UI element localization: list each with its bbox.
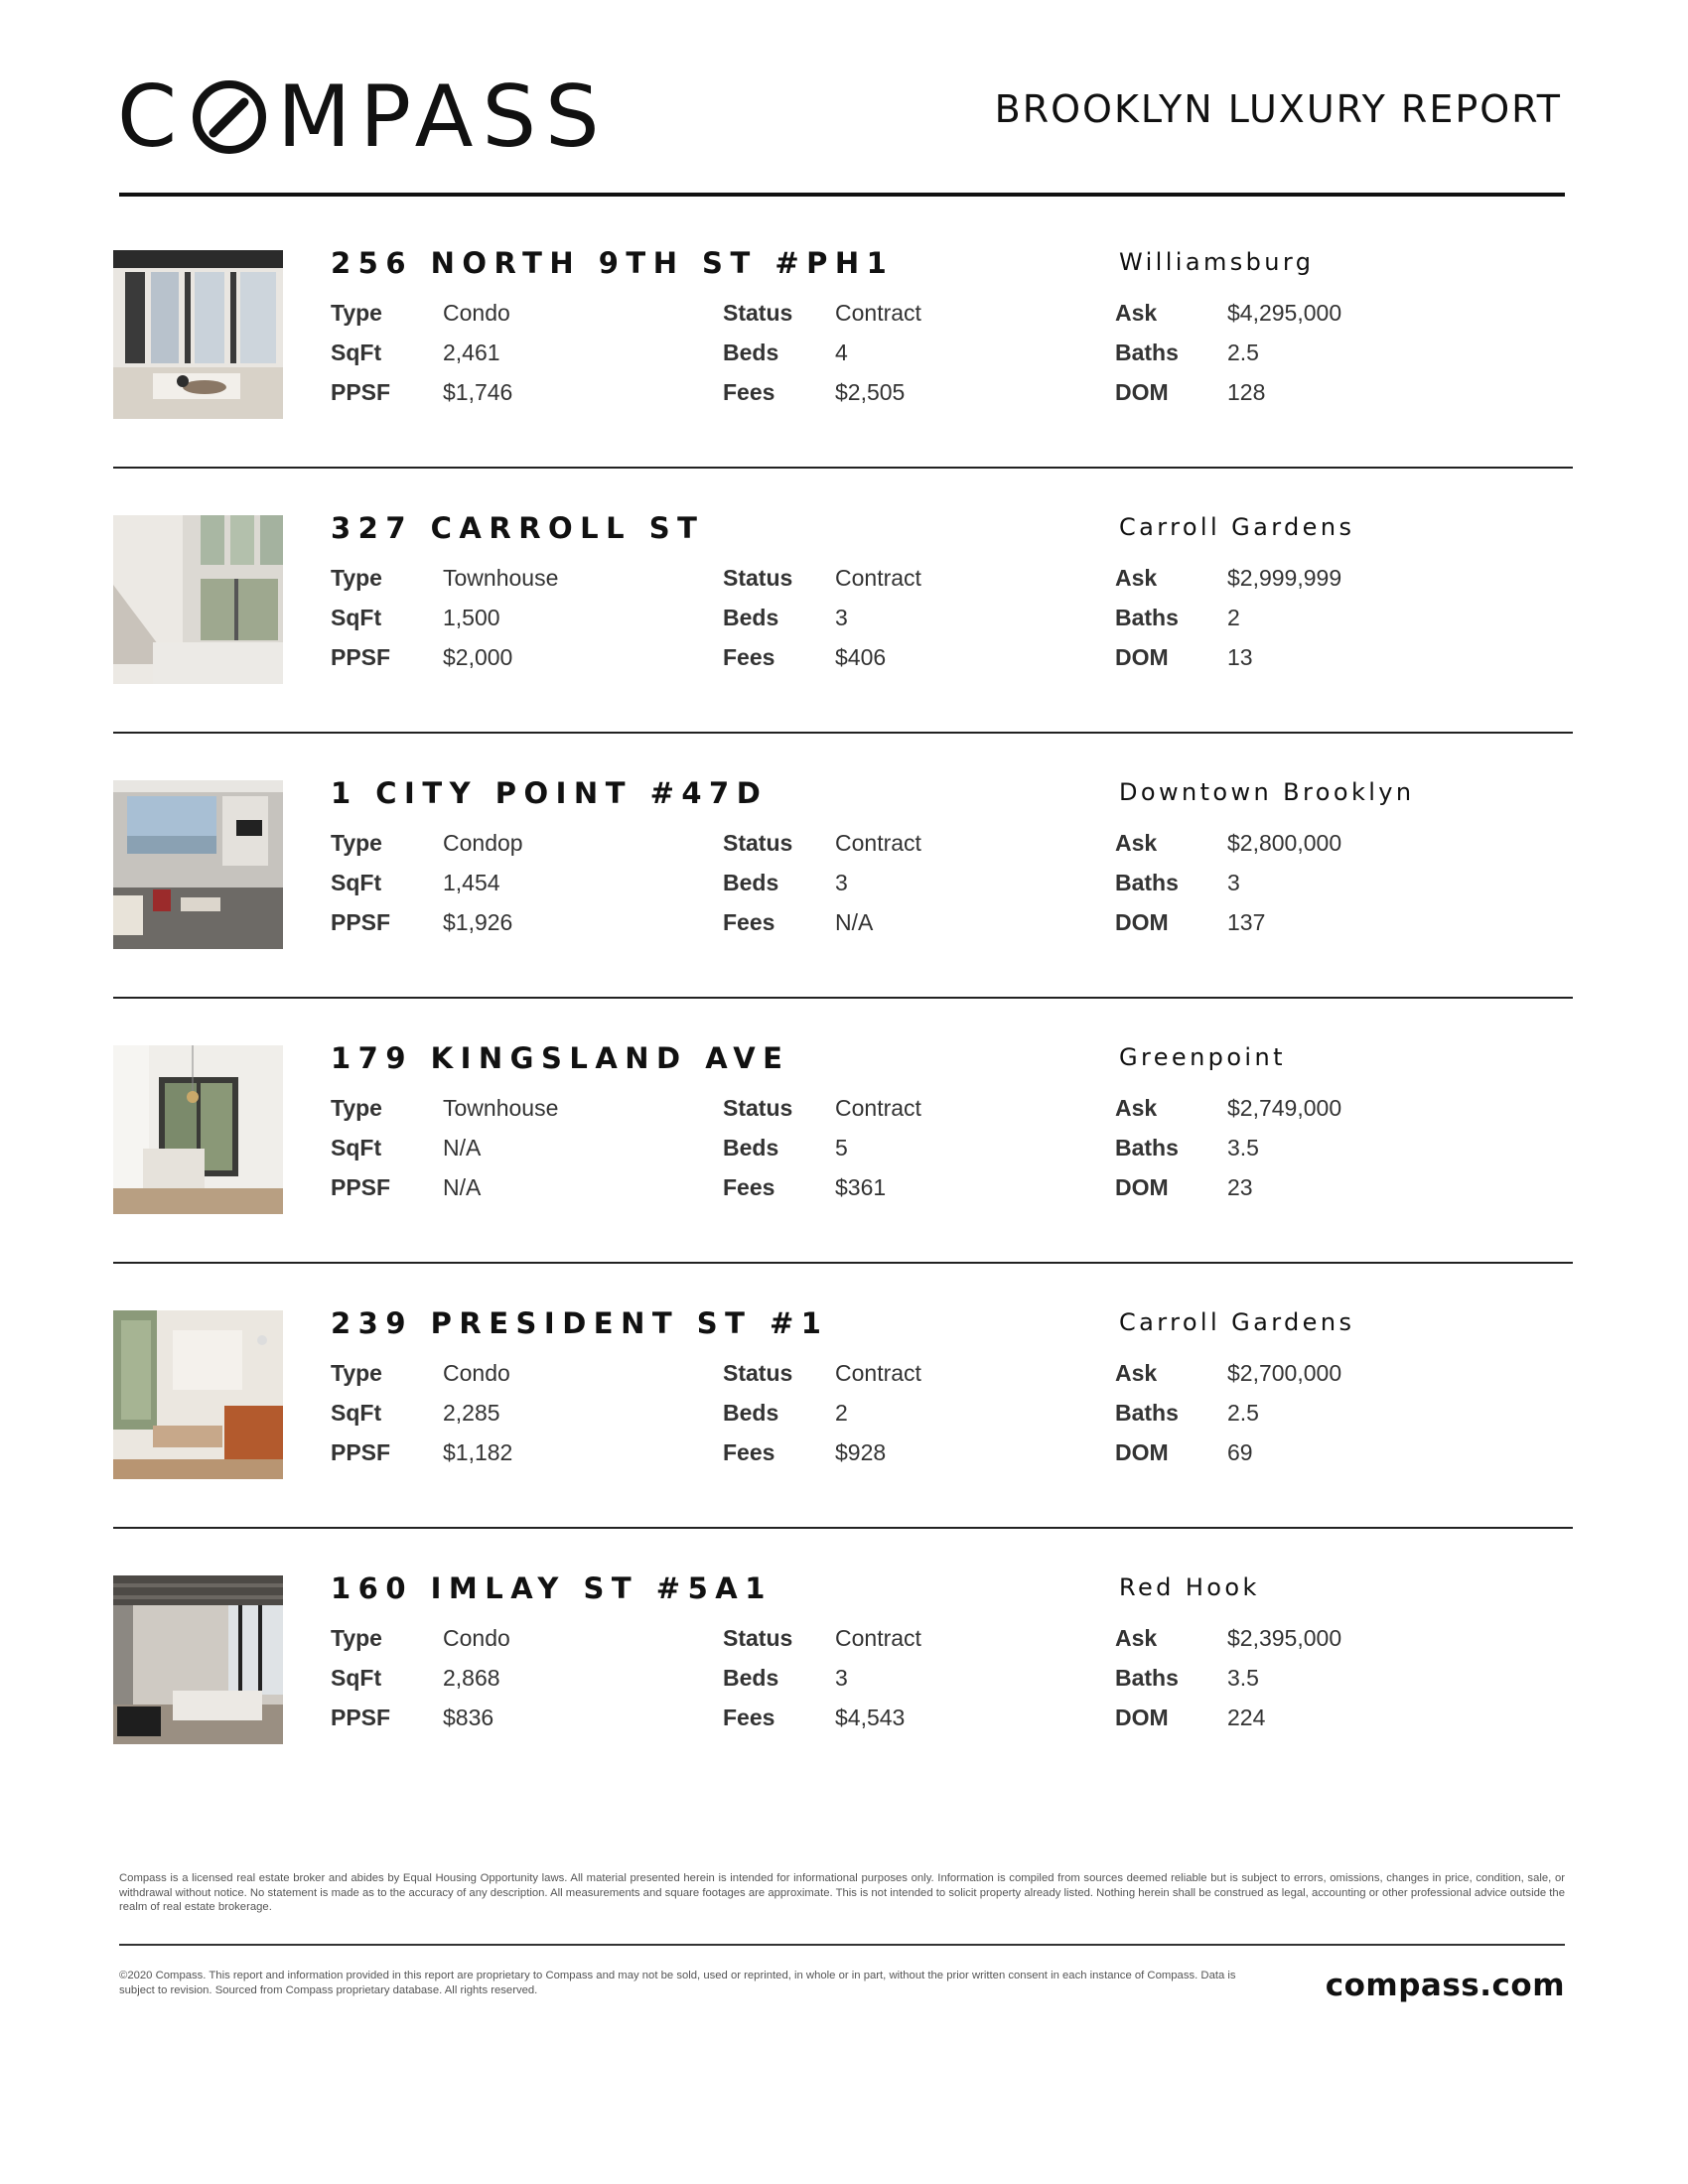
listing-sqft-value: 2,285 <box>443 1400 500 1426</box>
listing-sqft-label: SqFt <box>331 605 382 630</box>
listing-sqft-value: 1,454 <box>443 870 500 895</box>
listing-dom-label: DOM <box>1115 909 1169 935</box>
listing-ask-label: Ask <box>1115 1095 1158 1121</box>
listing-dom-value: 137 <box>1227 909 1266 935</box>
listing-baths-label: Baths <box>1115 870 1179 895</box>
listing-ask-label: Ask <box>1115 830 1158 856</box>
townhouse-interior-photo <box>113 515 283 684</box>
listing-dom-value: 224 <box>1227 1705 1266 1730</box>
listing-sqft-value: 2,868 <box>443 1665 500 1691</box>
listing-status-value: Contract <box>835 1095 921 1121</box>
listing-sqft-label: SqFt <box>331 340 382 365</box>
listing-row <box>113 246 1573 480</box>
listing-divider <box>113 1262 1573 1264</box>
listing-fees-value: $406 <box>835 644 887 670</box>
listing-ask-value: $2,749,000 <box>1227 1095 1342 1121</box>
highrise-living-room-photo <box>113 780 283 949</box>
listing-neighborhood: Williamsburg <box>1119 248 1315 276</box>
copyright-text: ©2020 Compass. This report and information provided in this report are proprietary to Compass and may not be sold, used or reprinted, in whole or in part, without the prior written consent in each instance of Compass. Data is subject to revision. Sourced from Compass proprietary database. All rights reserved. <box>119 1970 1236 1996</box>
listing-address: 256 NORTH 9TH ST #PH1 <box>331 246 895 280</box>
logo-letters-mpass: MPASS <box>277 68 609 167</box>
listing-row <box>113 511 1573 746</box>
listing-beds-value: 4 <box>835 340 848 365</box>
listing-sqft-label: SqFt <box>331 1665 382 1691</box>
listing-address: 239 PRESIDENT ST #1 <box>331 1306 829 1340</box>
listing-fees-label: Fees <box>723 1705 775 1730</box>
disclaimer-text: Compass is a licensed real estate broker and abides by Equal Housing Opportunity laws. All material presented herein is intended for informational purposes only. Information is compiled from sources deemed reliable but is subject to errors, omissions, changes in price, condition, sale, or withdrawal without notice. No statement is made as to the accuracy of any description. All measurements and square footages are approximate. This is not intended to solicit property already listed. Nothing herein shall be construed as legal, accounting or other professional advice outside the realm of real estate brokerage. <box>119 1872 1565 1913</box>
page-header <box>0 0 1688 199</box>
listing-fees-label: Fees <box>723 1174 775 1200</box>
listing-ask-value: $2,999,999 <box>1227 565 1342 591</box>
listing-type-value: Condo <box>443 300 510 326</box>
listing-row <box>113 1041 1573 1276</box>
listing-dom-value: 69 <box>1227 1439 1253 1465</box>
listing-status-value: Contract <box>835 1360 921 1386</box>
listing-row <box>113 1571 1573 1806</box>
listing-fees-value: $4,543 <box>835 1705 906 1730</box>
listing-fees-value: $361 <box>835 1174 887 1200</box>
listing-beds-value: 5 <box>835 1135 848 1160</box>
listing-ppsf-label: PPSF <box>331 379 391 405</box>
listing-type-label: Type <box>331 300 382 326</box>
listing-divider <box>113 1527 1573 1529</box>
listing-sqft-value: 2,461 <box>443 340 500 365</box>
listing-ask-value: $2,800,000 <box>1227 830 1342 856</box>
listing-beds-value: 3 <box>835 1665 848 1691</box>
listing-ppsf-value: $1,926 <box>443 909 513 935</box>
listing-fees-value: $928 <box>835 1439 887 1465</box>
listing-baths-value: 2.5 <box>1227 1400 1259 1426</box>
listing-ppsf-label: PPSF <box>331 1174 391 1200</box>
listing-sqft-value: 1,500 <box>443 605 500 630</box>
listing-status-label: Status <box>723 1095 793 1121</box>
listing-address: 327 CARROLL ST <box>331 511 705 545</box>
listing-status-value: Contract <box>835 1625 921 1651</box>
listing-baths-label: Baths <box>1115 1400 1179 1426</box>
listing-baths-label: Baths <box>1115 340 1179 365</box>
listing-beds-label: Beds <box>723 870 779 895</box>
logo-letter-c: C <box>117 68 187 167</box>
listing-fees-label: Fees <box>723 379 775 405</box>
listing-fees-label: Fees <box>723 1439 775 1465</box>
listing-status-value: Contract <box>835 300 921 326</box>
listing-fees-value: N/A <box>835 909 874 935</box>
listing-beds-label: Beds <box>723 1135 779 1160</box>
listing-beds-label: Beds <box>723 1665 779 1691</box>
listing-status-value: Contract <box>835 565 921 591</box>
listing-ask-label: Ask <box>1115 1625 1158 1651</box>
listing-fees-label: Fees <box>723 644 775 670</box>
listing-type-label: Type <box>331 830 382 856</box>
listing-ppsf-label: PPSF <box>331 1705 391 1730</box>
listing-dom-label: DOM <box>1115 644 1169 670</box>
listing-ask-value: $4,295,000 <box>1227 300 1342 326</box>
listing-neighborhood: Greenpoint <box>1119 1043 1286 1071</box>
listing-dom-value: 23 <box>1227 1174 1253 1200</box>
listing-neighborhood: Carroll Gardens <box>1119 1308 1355 1336</box>
footer-divider <box>119 1944 1565 1946</box>
listing-beds-label: Beds <box>723 340 779 365</box>
listing-type-label: Type <box>331 565 382 591</box>
listing-address: 179 KINGSLAND AVE <box>331 1041 790 1075</box>
listing-ppsf-value: $1,746 <box>443 379 513 405</box>
listing-divider <box>113 467 1573 469</box>
listing-ask-label: Ask <box>1115 565 1158 591</box>
listing-status-label: Status <box>723 830 793 856</box>
listing-dom-label: DOM <box>1115 1705 1169 1730</box>
header-divider <box>119 193 1565 197</box>
listing-type-value: Townhouse <box>443 1095 559 1121</box>
report-title: BROOKLYN LUXURY REPORT <box>994 87 1562 131</box>
listing-type-value: Condo <box>443 1625 510 1651</box>
listing-status-label: Status <box>723 300 793 326</box>
listing-divider <box>113 732 1573 734</box>
listing-row <box>113 776 1573 1011</box>
listing-dom-value: 13 <box>1227 644 1253 670</box>
listing-ask-label: Ask <box>1115 300 1158 326</box>
listing-ppsf-value: $2,000 <box>443 644 513 670</box>
listing-sqft-value: N/A <box>443 1135 482 1160</box>
listing-ask-value: $2,700,000 <box>1227 1360 1342 1386</box>
listing-type-value: Condo <box>443 1360 510 1386</box>
listing-address: 160 IMLAY ST #5A1 <box>331 1571 773 1605</box>
listing-ppsf-label: PPSF <box>331 644 391 670</box>
listing-type-label: Type <box>331 1625 382 1651</box>
listing-status-label: Status <box>723 565 793 591</box>
listing-neighborhood: Downtown Brooklyn <box>1119 778 1415 806</box>
compass-logo <box>117 68 609 167</box>
listing-ppsf-value: N/A <box>443 1174 482 1200</box>
listing-baths-value: 3.5 <box>1227 1665 1259 1691</box>
listing-baths-value: 2.5 <box>1227 340 1259 365</box>
listing-baths-value: 2 <box>1227 605 1240 630</box>
loft-living-room-photo <box>113 1575 283 1744</box>
listing-ask-value: $2,395,000 <box>1227 1625 1342 1651</box>
listing-beds-label: Beds <box>723 605 779 630</box>
listing-dom-label: DOM <box>1115 1174 1169 1200</box>
listing-baths-value: 3 <box>1227 870 1240 895</box>
listing-type-value: Condop <box>443 830 523 856</box>
listing-baths-label: Baths <box>1115 1135 1179 1160</box>
listing-type-label: Type <box>331 1095 382 1121</box>
listing-beds-value: 3 <box>835 870 848 895</box>
listing-neighborhood: Red Hook <box>1119 1573 1260 1601</box>
listing-ppsf-label: PPSF <box>331 1439 391 1465</box>
listing-baths-label: Baths <box>1115 1665 1179 1691</box>
living-room-orange-sofa-photo <box>113 1310 283 1479</box>
listing-ask-label: Ask <box>1115 1360 1158 1386</box>
compass-o-icon <box>190 77 269 157</box>
listing-status-label: Status <box>723 1360 793 1386</box>
listing-beds-label: Beds <box>723 1400 779 1426</box>
listing-ppsf-label: PPSF <box>331 909 391 935</box>
listing-type-value: Townhouse <box>443 565 559 591</box>
listing-divider <box>113 997 1573 999</box>
listing-status-value: Contract <box>835 830 921 856</box>
listing-dom-label: DOM <box>1115 1439 1169 1465</box>
listing-fees-value: $2,505 <box>835 379 906 405</box>
listing-row <box>113 1306 1573 1541</box>
listing-ppsf-value: $836 <box>443 1705 494 1730</box>
listing-sqft-label: SqFt <box>331 1400 382 1426</box>
listing-baths-label: Baths <box>1115 605 1179 630</box>
condo-living-room-photo <box>113 250 283 419</box>
listing-ppsf-value: $1,182 <box>443 1439 513 1465</box>
listing-baths-value: 3.5 <box>1227 1135 1259 1160</box>
listing-beds-value: 3 <box>835 605 848 630</box>
listing-dom-value: 128 <box>1227 379 1266 405</box>
listing-status-label: Status <box>723 1625 793 1651</box>
listing-neighborhood: Carroll Gardens <box>1119 513 1355 541</box>
listing-sqft-label: SqFt <box>331 1135 382 1160</box>
kitchen-photo <box>113 1045 283 1214</box>
listing-dom-label: DOM <box>1115 379 1169 405</box>
listing-address: 1 CITY POINT #47D <box>331 776 769 810</box>
listing-sqft-label: SqFt <box>331 870 382 895</box>
listing-fees-label: Fees <box>723 909 775 935</box>
listing-type-label: Type <box>331 1360 382 1386</box>
website-link[interactable]: compass.com <box>1325 1968 1565 2003</box>
listing-beds-value: 2 <box>835 1400 848 1426</box>
